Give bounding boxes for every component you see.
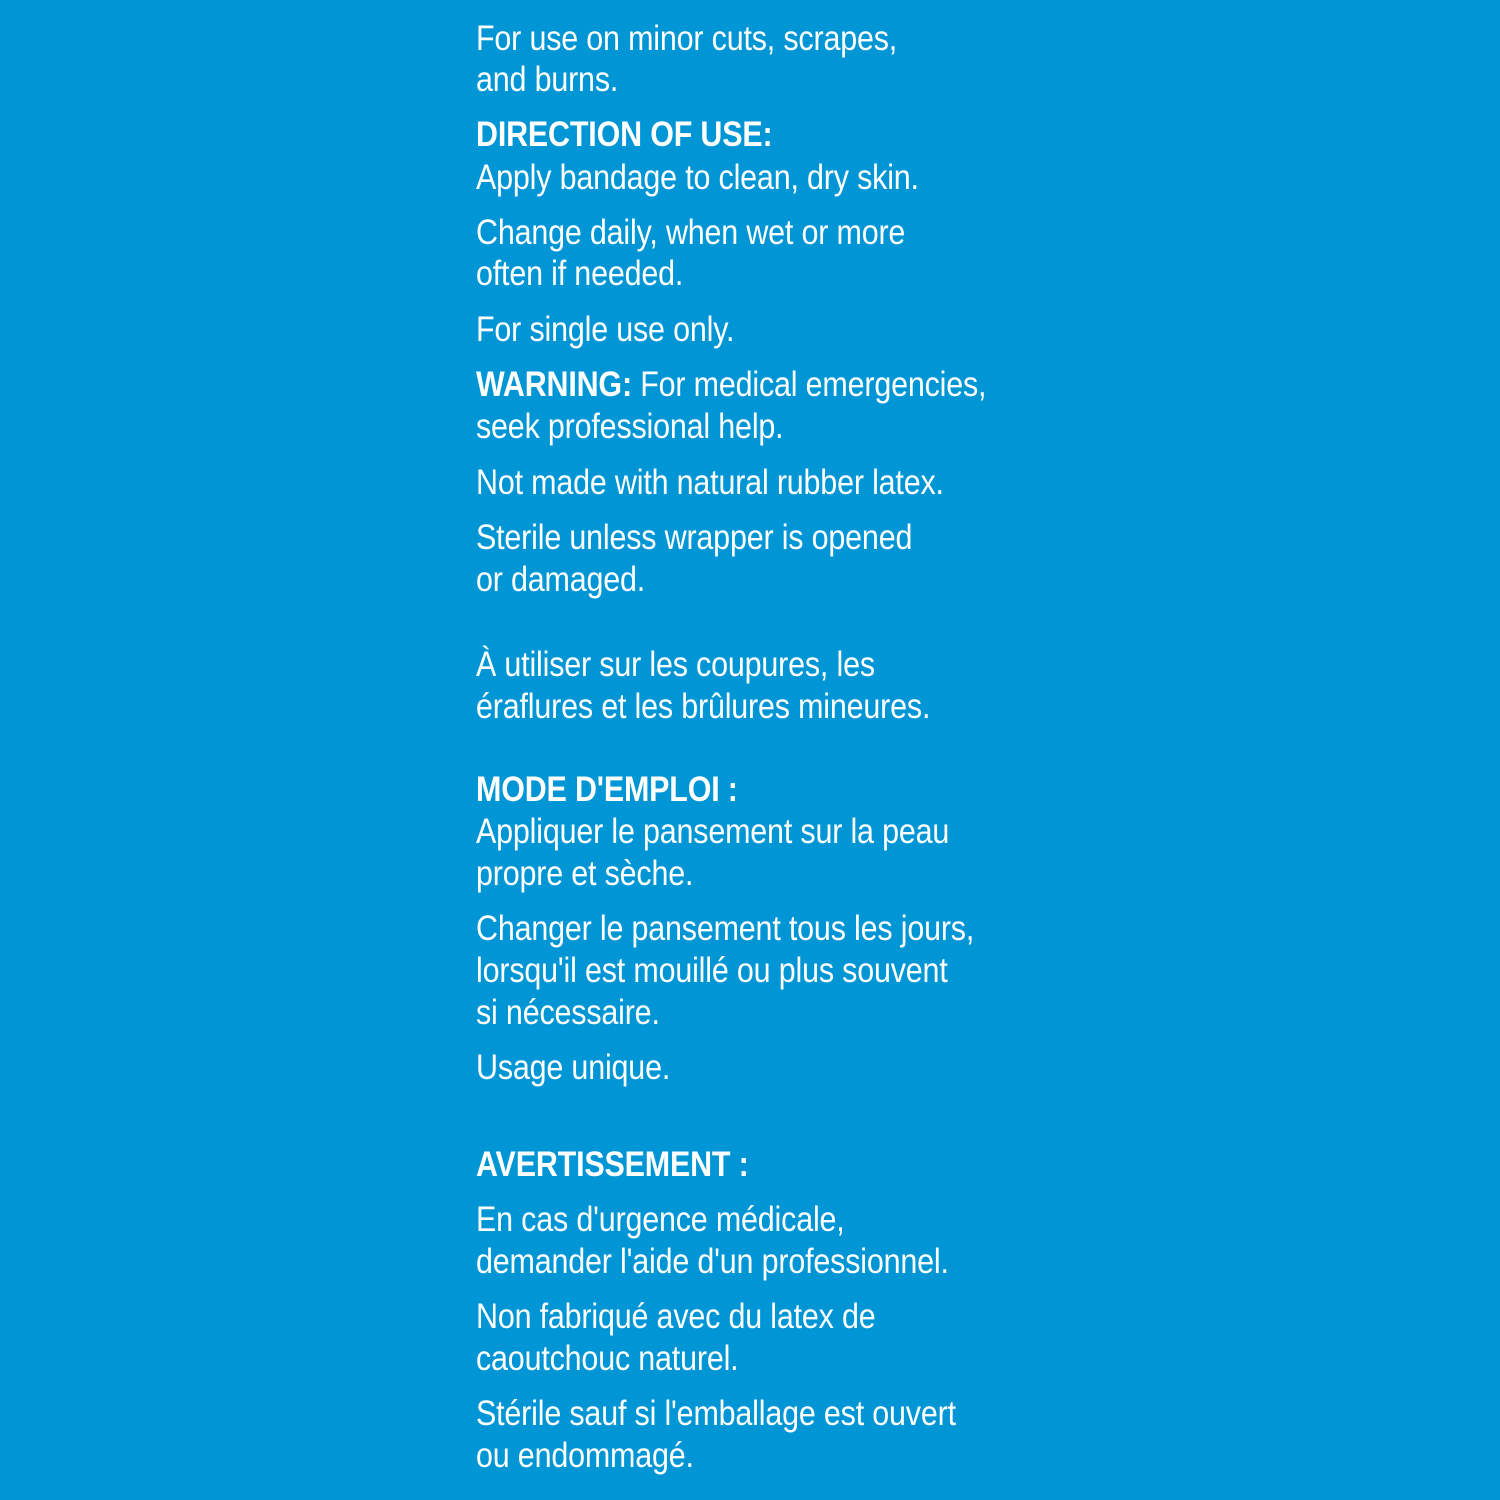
fr-emergency-text-line-2: demander l'aide d'un professionnel. — [476, 1242, 949, 1281]
fr-warning-heading: AVERTISSEMENT : — [476, 1145, 749, 1184]
warning-line-2: seek professional help. — [476, 407, 784, 446]
sterile-text-line-2: or damaged. — [476, 560, 646, 599]
single-use-text: For single use only. — [476, 310, 735, 349]
use-text-line-2: and burns. — [476, 60, 619, 99]
fr-change-text-line-1: Changer le pansement tous les jours, — [476, 909, 975, 948]
fr-latex-text-line-1: Non fabriqué avec du latex de — [476, 1297, 876, 1336]
fr-change-text-line-2: lorsqu'il est mouillé ou plus souvent — [476, 951, 948, 990]
use-text-line-1: For use on minor cuts, scrapes, — [476, 19, 898, 58]
fr-use-text-line-2: éraflures et les brûlures mineures. — [476, 687, 931, 726]
fr-change-text-line-3: si nécessaire. — [476, 993, 660, 1032]
fr-sterile-text-line-1: Stérile sauf si l'emballage est ouvert — [476, 1394, 956, 1433]
latex-text: Not made with natural rubber latex. — [476, 463, 944, 502]
warning-line-1 — [476, 364, 986, 406]
fr-use-text-line-1: À utiliser sur les coupures, les — [476, 645, 875, 684]
apply-text: Apply bandage to clean, dry skin. — [476, 158, 919, 197]
warning-text: For medical emergencies, — [631, 365, 987, 404]
fr-latex-text-line-2: caoutchouc naturel. — [476, 1339, 739, 1378]
sterile-text-line-1: Sterile unless wrapper is opened — [476, 518, 913, 557]
fr-mode-heading: MODE D'EMPLOI : — [476, 770, 738, 809]
fr-apply-text-line-1: Appliquer le pansement sur la peau — [476, 812, 950, 851]
change-text-line-1: Change daily, when wet or more — [476, 213, 906, 252]
direction-heading: DIRECTION OF USE: — [476, 115, 773, 154]
fr-sterile-text-line-2: ou endommagé. — [476, 1436, 694, 1475]
change-text-line-2: often if needed. — [476, 254, 684, 293]
fr-single-use-text: Usage unique. — [476, 1048, 671, 1087]
fr-apply-text-line-2: propre et sèche. — [476, 854, 694, 893]
fr-emergency-text-line-1: En cas d'urgence médicale, — [476, 1200, 845, 1239]
warning-label: WARNING: — [476, 365, 632, 404]
